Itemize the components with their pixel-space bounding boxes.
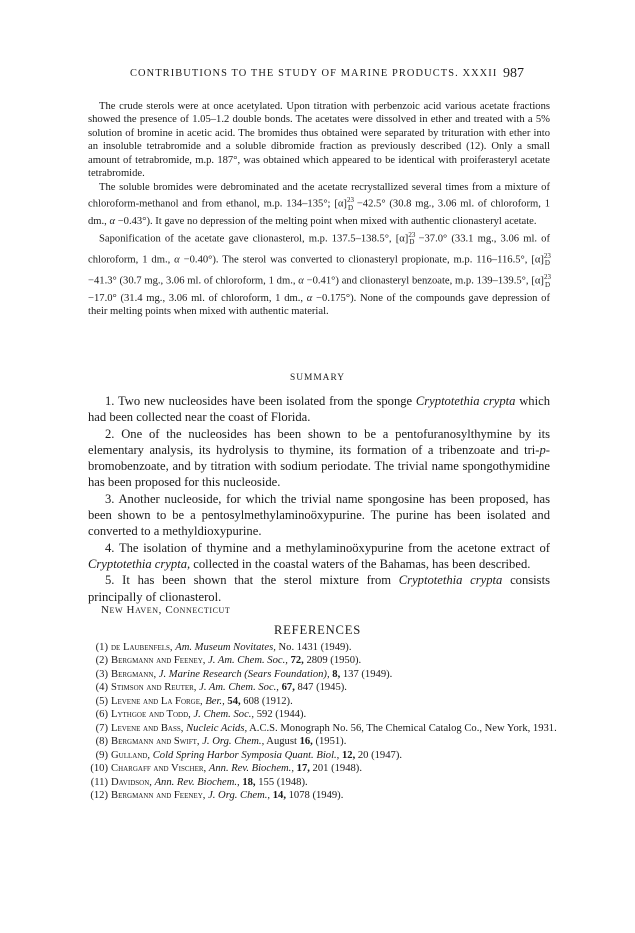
reference-item <box>88 789 558 802</box>
reference-authors: Levene and La Forge, <box>111 695 203 707</box>
reference-item <box>88 749 558 762</box>
references-heading: REFERENCES <box>273 623 362 637</box>
summary-item-1 <box>88 393 550 426</box>
alpha-symbol: α <box>298 275 304 287</box>
text: −41.3° (30.7 mg., 3.06 ml. of chloroform, 1 dm., <box>88 275 299 287</box>
running-head <box>0 68 635 88</box>
text: 2. One of the nucleosides has been shown to be a pentofuranosylthymine by its elementary analysis, its hydrolysis to thymine, its formation of a tribenzoate and tri- <box>88 426 550 457</box>
temperature-superscript: 23 <box>543 272 551 281</box>
reference-number: (3) <box>95 668 108 680</box>
species-name: Cryptotethia crypta <box>398 573 503 588</box>
reference-pages: 608 (1912). <box>240 695 293 707</box>
reference-pages: 201 (1948). <box>309 763 362 775</box>
text: 4. The isolation of thymine and a methylaminoöxypurine from the acetone extract of <box>105 540 550 555</box>
temperature-superscript: 23 <box>543 251 551 260</box>
reference-item <box>88 708 558 721</box>
temperature-superscript: 23 <box>408 230 416 239</box>
reference-number: (4) <box>95 682 108 694</box>
reference-number: (8) <box>95 736 108 748</box>
reference-volume: 54, <box>227 695 241 707</box>
para-prefix: p <box>539 442 546 457</box>
reference-pages: 155 (1948). <box>255 776 308 788</box>
reference-journal: J. Am. Chem. Soc., <box>208 655 288 667</box>
reference-authors: Davidson, <box>111 776 152 788</box>
reference-pages: 20 (1947). <box>355 749 403 761</box>
reference-number: (1) <box>95 642 108 653</box>
reference-authors: Bergmann and Swift, <box>111 736 200 748</box>
sodium-d-line-subscript: D <box>544 259 550 268</box>
reference-number: (9) <box>95 749 108 761</box>
text: −0.43°). It gave no depression of the melting point when mixed with authentic clionasteryl acetate. <box>115 216 537 228</box>
text: −37.0° (33.1 mg., 3.06 ml. of chloroform, 1 dm., <box>88 233 550 266</box>
text: 3. Another nucleoside, for which the trivial name spongosine has been proposed, has been shown to be a pentosylmethylaminoöxypurine. The purine has been isolated and converted to a methyldioxypurine. <box>88 491 550 539</box>
reference-journal: Ann. Rev. Biochem., <box>154 776 240 788</box>
reference-number: (6) <box>95 709 108 721</box>
alpha-symbol: α <box>109 216 116 228</box>
reference-number: (7) <box>95 722 108 734</box>
sodium-d-line-subscript: D <box>409 238 415 247</box>
species-name: Cryptotethia crypta <box>415 394 516 408</box>
reference-authors: Bergmann and Feeney, <box>111 655 206 667</box>
reference-volume: 16, <box>299 736 313 748</box>
species-name: Cryptotethia crypta, <box>88 556 191 571</box>
reference-pages: 137 (1949). <box>340 668 393 680</box>
reference-authors: Gulland, <box>111 749 151 761</box>
reference-item <box>88 668 558 681</box>
experimental-section <box>88 100 550 319</box>
text: The crude sterols were at once acetylated. Upon titration with perbenzoic acid various acetate fractions showed the presence of 1.05–1.2 double bonds. The acetates were dissolved in ether and treated with a 5% solution of bromine in acetic acid. The bromides thus obtained were separated by trituration with ether into an insoluble tetrabromide and a soluble dibromide fraction as previously described (12). Only a small amount of tetrabromide, m.p. 187°, was obtained which appeared to be identical with proiferasteryl acetate tetrabromide. <box>88 101 550 180</box>
text: which had been collected near the coast of Florida. <box>88 394 550 425</box>
reference-authors: de Laubenfels, <box>111 642 173 653</box>
reference-item <box>88 722 558 735</box>
reference-item <box>88 681 558 694</box>
reference-pages: 2809 (1950). <box>303 655 362 667</box>
text: −42.5° (30.8 mg., 3.06 ml. of chloroform, 1 dm., <box>88 198 550 228</box>
reference-volume: 17, <box>296 763 310 775</box>
summary-item-4 <box>88 540 550 573</box>
reference-pages: 1078 (1949). <box>285 789 344 801</box>
reference-pages: 847 (1945). <box>294 682 347 694</box>
reference-volume: 12, <box>341 749 356 761</box>
reference-journal: Am. Museum Novitates, <box>175 642 276 653</box>
alpha-symbol: α <box>306 293 313 304</box>
reference-journal: J. Org. Chem., <box>202 736 265 748</box>
reference-journal: Cold Spring Harbor Symposia Quant. Biol., <box>152 749 340 761</box>
summary-heading: SUMMARY <box>290 373 345 383</box>
summary-item-5 <box>88 572 550 605</box>
reference-volume: 67, <box>281 682 295 694</box>
text: −17.0° (31.4 mg., 3.06 ml. of chloroform, 1 dm., <box>88 293 307 304</box>
alpha-symbol: α <box>174 254 180 266</box>
reference-authors: Levene and Bass, <box>111 722 184 734</box>
reference-journal: Ber., <box>205 695 225 707</box>
temperature-superscript: 23 <box>346 196 354 205</box>
experimental-paragraph-3 <box>88 229 550 319</box>
sodium-d-line-subscript: D <box>347 203 353 212</box>
reference-authors: Lythgoe and Todd, <box>111 709 191 721</box>
reference-item <box>88 762 558 775</box>
reference-text: 592 (1944). <box>254 709 307 721</box>
reference-volume: 8, <box>332 668 341 680</box>
reference-number: (5) <box>95 695 108 707</box>
reference-volume: 14, <box>272 789 286 801</box>
text: 5. It has been shown that the sterol mixture from <box>105 573 399 588</box>
reference-text: A.C.S. Monograph No. 56, The Chemical Catalog Co., New York, 1931. <box>247 722 557 734</box>
reference-text: August <box>264 736 300 748</box>
reference-journal: J. Marine Research (Sears Foundation), <box>158 668 330 680</box>
summary-section <box>88 393 550 605</box>
summary-item-3 <box>88 491 550 540</box>
reference-number: (2) <box>95 655 108 667</box>
reference-journal: J. Org. Chem., <box>208 789 271 801</box>
reference-item <box>88 695 558 708</box>
reference-item <box>88 776 558 789</box>
reference-number: (12) <box>90 789 108 801</box>
reference-number: (11) <box>90 776 108 788</box>
reference-text: No. 1431 (1949). <box>275 642 352 653</box>
reference-pages: (1951). <box>312 736 347 748</box>
running-title: CONTRIBUTIONS TO THE STUDY OF MARINE PRODUCTS. XXXII <box>130 68 498 79</box>
reference-volume: 18, <box>242 776 256 788</box>
references-list <box>88 641 558 802</box>
text: The soluble bromides were debrominated and the acetate recrystallized several times from a mixture of chloroform-methanol and from ethanol, m.p. 134–135°; [α] <box>88 181 550 210</box>
text: −0.175°). None of the compounds gave depression of their melting points when mixed with authentic material. <box>88 293 550 318</box>
experimental-paragraph-1 <box>88 100 550 181</box>
text: consists principally of clionasterol. <box>88 573 550 604</box>
reference-item <box>88 641 558 654</box>
text: -bromobenzoate, and by titration with sodium periodate. The trivial name spongothymidine has been proposed for this nucleoside. <box>88 442 550 490</box>
text: 1. Two new nucleosides have been isolated from the sponge <box>105 394 416 408</box>
reference-journal: Ann. Rev. Biochem., <box>208 763 294 775</box>
experimental-paragraph-2 <box>88 181 550 229</box>
reference-authors: Chargaff and Vischer, <box>111 763 207 775</box>
reference-number: (10) <box>90 763 108 775</box>
summary-item-2 <box>88 426 550 491</box>
reference-journal: J. Chem. Soc., <box>193 709 255 721</box>
reference-volume: 72, <box>290 655 304 667</box>
page-number: 987 <box>503 66 524 81</box>
reference-journal: Nucleic Acids, <box>186 722 248 734</box>
text: −0.41°) and clionasteryl benzoate, m.p. 139–139.5°, [α] <box>303 275 544 287</box>
sodium-d-line-subscript: D <box>544 280 551 289</box>
reference-authors: Stimson and Reuter, <box>111 682 197 694</box>
text: collected in the coastal waters of the Bahamas, has been described. <box>190 556 531 571</box>
text: Saponification of the acetate gave clionasterol, m.p. 137.5–138.5°, [α] <box>99 233 409 245</box>
reference-item <box>88 654 558 667</box>
reference-authors: Bergmann, <box>111 668 157 680</box>
reference-journal: J. Am. Chem. Soc., <box>199 682 279 694</box>
reference-item <box>88 735 558 748</box>
text: −0.40°). The sterol was converted to clionasteryl propionate, m.p. 116–116.5°, [α] <box>179 254 544 266</box>
reference-authors: Bergmann and Feeney, <box>111 789 206 801</box>
affiliation: New Haven, Connecticut <box>101 604 231 616</box>
